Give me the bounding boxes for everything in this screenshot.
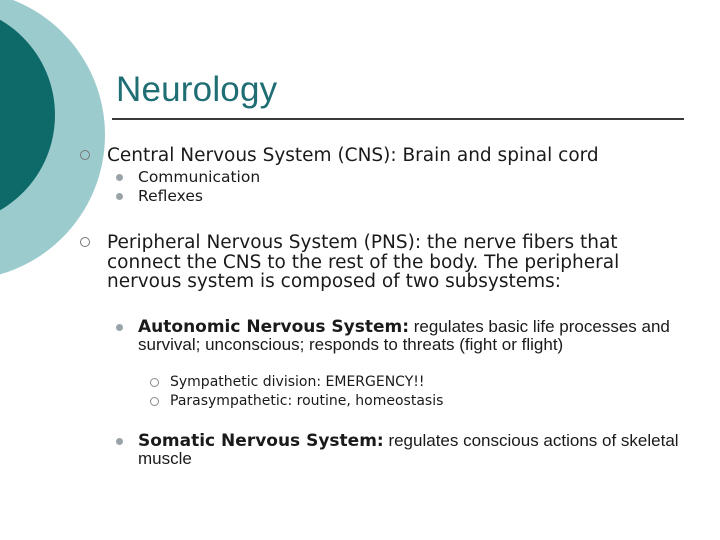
bullet-text: Peripheral Nervous System (PNS): the nerve fibers that connect the CNS to the rest of the body. The peripheral nervous system is composed of two subsystems:	[107, 232, 620, 292]
sub-bullet-text: Communication	[138, 168, 261, 186]
parasympathetic-item	[150, 392, 670, 411]
somatic-description: regulates conscious actions of skeletal muscle	[138, 431, 679, 468]
sympathetic-item	[150, 373, 670, 392]
parasympathetic-text: Parasympathetic: routine, homeostasis	[170, 393, 444, 409]
hollow-bullet-icon	[80, 150, 90, 160]
sub-bullet-reflexes	[112, 187, 682, 205]
somatic-text	[138, 432, 682, 468]
filled-dot-icon	[116, 438, 123, 445]
small-ring-bullet-icon	[150, 397, 159, 406]
sub-bullet-text: Reflexes	[138, 187, 203, 205]
small-ring-bullet-icon	[150, 378, 159, 387]
autonomic-description: regulates basic life processes and survival; unconscious; responds to threats (fight or flight)	[138, 317, 670, 354]
filled-dot-icon	[116, 174, 123, 181]
page-title: Neurology	[116, 70, 278, 109]
sympathetic-text: Sympathetic division: EMERGENCY!!	[170, 374, 425, 390]
bullet-pns	[80, 233, 680, 292]
sub-bullet-somatic	[112, 432, 682, 468]
filled-dot-icon	[116, 324, 123, 331]
hollow-bullet-icon	[80, 237, 90, 247]
filled-dot-icon	[116, 193, 123, 200]
somatic-heading: Somatic Nervous System:	[138, 431, 384, 451]
sub-bullet-autonomic	[112, 318, 682, 354]
autonomic-heading: Autonomic Nervous System:	[138, 317, 410, 337]
bullet-cns	[80, 146, 680, 166]
bullet-text: Central Nervous System (CNS): Brain and spinal cord	[107, 145, 599, 166]
autonomic-text	[138, 318, 682, 354]
sub-bullet-communication	[112, 168, 682, 186]
